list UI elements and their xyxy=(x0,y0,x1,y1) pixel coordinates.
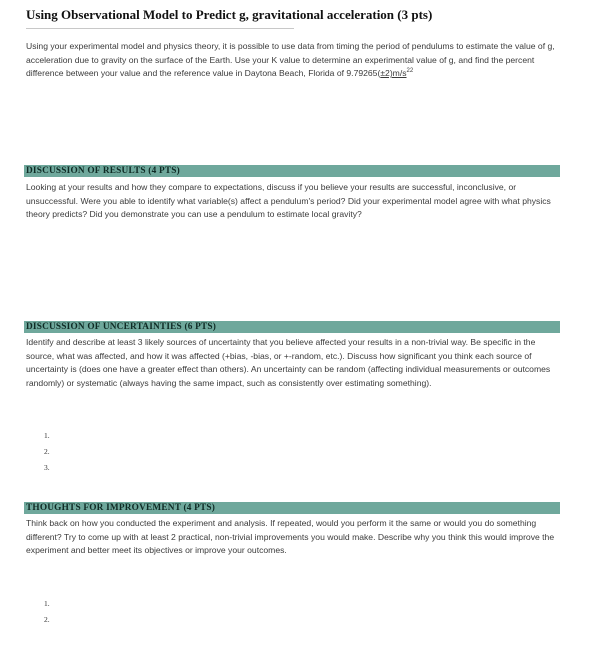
footnote-marker: 2 xyxy=(409,68,414,75)
section-body-uncertainties: Identify and describe at least 3 likely sources of uncertainty that you believe affected your results in a non-trivial way. Be specific in the source, what was affected, and how it was affected (+bias, -bias, or +-random, etc.). Discuss how significant you think each source of uncertainty is (does one have a greater effect than others). An uncertainty can be random (affecting individual measurements or outcomes randomly) or systematic (always having the same impact, such as consistently over estimating something). xyxy=(26,337,551,388)
title-divider xyxy=(26,28,294,29)
section-body-results: Looking at your results and how they compare to expectations, discuss if you believe your results are successful, inconclusive, or unsuccessful. Were you able to identify what variable(s) affect a pendulum's period? Did your experimental model agree with what physics theory predicts? Did you demonstrate you can use a pendulum to estimate local gravity? xyxy=(26,182,551,220)
reference-value: ±2)m/s xyxy=(380,68,407,79)
section-body-improvement: Think back on how you conducted the experiment and analysis. If repeated, would you perform it the same or would you do something different? Try to come up with at least 2 practical, non-trivial improvements you would make. Describe why you think this would improve the experiment and better meet its objectives or improve your outcomes. xyxy=(26,518,555,556)
intro-paragraph xyxy=(26,40,559,81)
section-heading-uncertainties: DISCUSSION OF UNCERTAINTIES (6 PTS) xyxy=(24,321,560,333)
list-item: 1. xyxy=(44,431,50,440)
intro-text: Using your experimental model and physics theory, it is possible to use data from timing the period of pendulums to estimate the value of g, acceleration due to gravity on the surface of the Earth. Use your K value to determine an experimental value of g, and find the percent difference between your value and the reference value in Daytona Beach, Florida of 9.79265( xyxy=(26,41,555,79)
list-item: 2. xyxy=(44,615,50,624)
reference-exponent: 2 xyxy=(406,68,410,75)
list-item: 1. xyxy=(44,599,50,608)
page-title: Using Observational Model to Predict g, gravitational acceleration (3 pts) xyxy=(26,7,433,22)
section-heading-results: DISCUSSION OF RESULTS (4 PTS) xyxy=(24,165,560,177)
list-item: 2. xyxy=(44,447,50,456)
list-item: 3. xyxy=(44,463,50,472)
section-heading-improvement: THOUGHTS FOR IMPROVEMENT (4 PTS) xyxy=(24,502,560,514)
